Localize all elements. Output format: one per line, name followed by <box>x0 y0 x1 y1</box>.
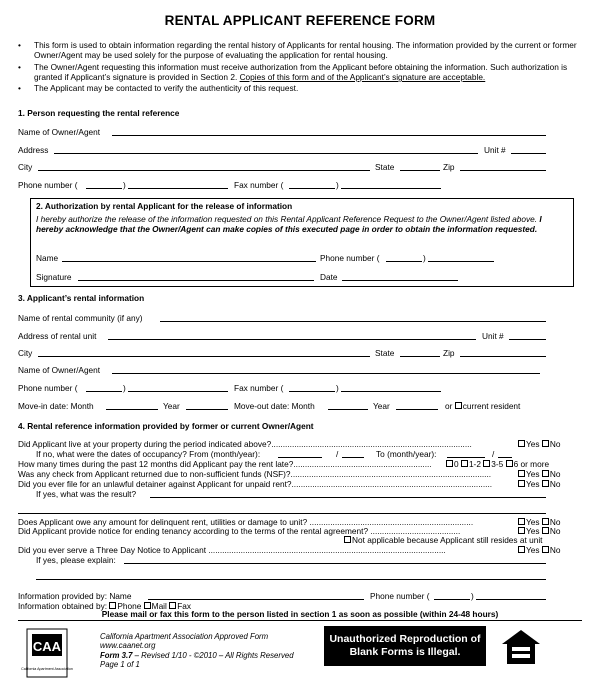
q1-no-checkbox[interactable] <box>542 440 549 447</box>
mail-instruction: Please mail or fax this form to the person listed in section 1 as soon as possible (within 24-48 hours) <box>101 609 499 619</box>
late-3-5-checkbox[interactable] <box>483 460 490 467</box>
s3-state-field[interactable] <box>400 356 440 357</box>
footer-page: Page 1 of 1 <box>100 660 140 670</box>
late-option-label: 0 <box>454 459 459 469</box>
s1-state-label: State <box>375 162 395 172</box>
slash: / <box>336 449 339 459</box>
footer-url: www.caanet.org <box>100 641 156 651</box>
provided-by-label: Information provided by: Name <box>18 591 132 601</box>
q7-no-checkbox[interactable] <box>542 546 549 553</box>
provided-phone-paren: ) <box>471 591 474 601</box>
caa-logo-sub: California Apartment Association <box>21 667 73 671</box>
s3-phone-area-field[interactable] <box>86 391 122 392</box>
or-label: or <box>445 401 453 411</box>
no-label: No <box>549 545 561 555</box>
footer-revision-line <box>100 651 294 660</box>
authorization-text <box>36 214 568 235</box>
s3-current-resident <box>445 401 520 411</box>
s1-fax-paren: ) <box>336 180 339 190</box>
q3-no-checkbox[interactable] <box>542 470 549 477</box>
s2-date-field[interactable] <box>342 280 458 281</box>
q6-yes-checkbox[interactable] <box>518 527 525 534</box>
obtained-option-label: Phone <box>117 601 142 611</box>
q1-from-year-field[interactable] <box>342 457 364 458</box>
q4-result-field-2[interactable] <box>18 513 546 514</box>
late-option-label: 3-5 <box>491 459 504 469</box>
form-title: RENTAL APPLICANT REFERENCE FORM <box>164 13 436 28</box>
q1-to-label: To (month/year): <box>376 449 437 459</box>
s3-moveout-year-label: Year <box>373 401 390 411</box>
q7-explain-field-2[interactable] <box>36 579 546 580</box>
q2-text: How many times during the past 12 months did Applicant pay the rent late?............................................................ <box>18 459 432 469</box>
q1-sub-text: If no, what were the dates of occupancy? From (month/year): <box>36 449 261 459</box>
s3-moveout-label: Move-out date: Month <box>234 401 315 411</box>
footer-info <box>100 632 294 669</box>
s3-movein-label: Move-in date: Month <box>18 401 94 411</box>
late-option-label: 1-2 <box>468 459 481 469</box>
q5-text: Does Applicant owe any amount for delinquent rent, utilities or damage to unit? ....................................................................... <box>18 517 474 527</box>
obtained-option-label: Mail <box>151 601 167 611</box>
q4-text: Did you ever file for an unlawful detainer against Applicant for unpaid rent?....................................................................................... <box>18 479 493 489</box>
late-option-label: 6 or more <box>513 459 550 469</box>
q1-yes-no <box>518 439 560 449</box>
equal-housing-icon <box>500 628 542 668</box>
s3-fax-paren: ) <box>336 383 339 393</box>
q4-sub-text: If yes, what was the result? <box>36 489 137 499</box>
s1-address-label: Address <box>18 145 49 155</box>
s3-phone-label: Phone number ( <box>18 383 78 393</box>
s1-address-field[interactable] <box>54 153 478 154</box>
section3-heading: 3. Applicant’s rental information <box>18 293 145 303</box>
reproduction-warning: Unauthorized Reproduction of Blank Forms is Illegal. <box>324 626 486 666</box>
s3-fax-area-field[interactable] <box>289 391 335 392</box>
caa-logo-text: CAA <box>32 639 62 654</box>
s3-community-label: Name of rental community (if any) <box>18 313 143 323</box>
s3-owner-field[interactable] <box>112 373 540 374</box>
q1-yes-checkbox[interactable] <box>518 440 525 447</box>
intro-bullets <box>18 40 580 95</box>
q1-text: Did Applicant live at your property during the period indicated above?....................................................................................... <box>18 439 472 449</box>
s3-address-label: Address of rental unit <box>18 331 97 341</box>
no-label: No <box>549 469 561 479</box>
s2-name-label: Name <box>36 253 59 263</box>
section1-heading: 1. Person requesting the rental reference <box>18 108 180 118</box>
s2-phone-label: Phone number ( <box>320 253 380 263</box>
current-resident-label: current resident <box>462 401 521 411</box>
yes-label: Yes <box>526 526 540 536</box>
q7-yes-checkbox[interactable] <box>518 546 525 553</box>
q3-yes-no <box>518 469 560 479</box>
q7-text: Did you ever serve a Three Day Notice to Applicant ....................................................................................................... <box>18 545 446 555</box>
q1-to-month-field[interactable] <box>447 457 485 458</box>
q4-no-checkbox[interactable] <box>542 480 549 487</box>
late-0-checkbox[interactable] <box>446 460 453 467</box>
s3-movein-year-label: Year <box>163 401 180 411</box>
yes-label: Yes <box>526 517 540 527</box>
s3-owner-label: Name of Owner/Agent <box>18 365 101 375</box>
late-1-2-checkbox[interactable] <box>461 460 468 467</box>
s1-name-label: Name of Owner/Agent <box>18 127 101 137</box>
s1-phone-paren: ) <box>123 180 126 190</box>
s3-moveout-month-field[interactable] <box>328 409 368 410</box>
caa-logo <box>21 628 73 678</box>
s3-unit-label: Unit # <box>482 331 504 341</box>
s1-name-field[interactable] <box>112 135 546 136</box>
yes-label: Yes <box>526 439 540 449</box>
s3-community-field[interactable] <box>160 321 546 322</box>
s1-state-field[interactable] <box>400 170 440 171</box>
late-6-plus-checkbox[interactable] <box>506 460 513 467</box>
yes-label: Yes <box>526 469 540 479</box>
s1-phone-field[interactable] <box>128 188 228 189</box>
obtained-mail-checkbox[interactable] <box>144 602 151 609</box>
q7-yes-no <box>518 545 560 555</box>
s3-zip-field[interactable] <box>460 356 546 357</box>
s3-moveout-year-field[interactable] <box>396 409 438 410</box>
s3-fax-field[interactable] <box>341 391 441 392</box>
s1-fax-label: Fax number ( <box>234 180 284 190</box>
authorization-statement: I hereby authorize the release of the information requested on this Rental Applicant Reference Request to the Owner/Agent listed above. <box>36 214 538 224</box>
q4-result-field[interactable] <box>150 497 546 498</box>
q1-from-month-field[interactable] <box>278 457 322 458</box>
q6-na-checkbox[interactable] <box>344 536 351 543</box>
s2-date-label: Date <box>320 272 338 282</box>
q6-text: Did Applicant provide notice for ending tenancy according to the terms of the rental agreement? ....................................... <box>18 526 461 536</box>
s3-unit-field[interactable] <box>509 339 546 340</box>
yes-label: Yes <box>526 479 540 489</box>
s3-zip-label: Zip <box>443 348 455 358</box>
current-resident-checkbox[interactable] <box>455 402 462 409</box>
no-label: No <box>549 439 561 449</box>
footer-revision: – Revised 1/10 - ©2010 – All Rights Reserved <box>132 650 294 660</box>
obtained-option-label: Fax <box>177 601 192 611</box>
s3-fax-label: Fax number ( <box>234 383 284 393</box>
provided-phone-label: Phone number ( <box>370 591 430 601</box>
s1-unit-field[interactable] <box>511 153 546 154</box>
q4-yes-checkbox[interactable] <box>518 480 525 487</box>
s1-zip-field[interactable] <box>460 170 546 171</box>
s3-movein-month-field[interactable] <box>106 409 158 410</box>
q5-no-checkbox[interactable] <box>542 518 549 525</box>
q3-yes-checkbox[interactable] <box>518 470 525 477</box>
s1-zip-label: Zip <box>443 162 455 172</box>
q1-to-year-field[interactable] <box>498 457 512 458</box>
provided-phone-field[interactable] <box>476 599 546 600</box>
s3-phone-field[interactable] <box>128 391 228 392</box>
provided-phone-area-field[interactable] <box>434 599 470 600</box>
q6-na-option <box>344 535 542 545</box>
s2-name-field[interactable] <box>62 261 316 262</box>
footer-form-number: Form 3.7 <box>100 650 133 660</box>
s1-phone-label: Phone number ( <box>18 180 78 190</box>
provided-by-name-field[interactable] <box>148 599 364 600</box>
q3-text: Was any check from Applicant returned due to non-sufficient funds (NSF)?....................................................................................... <box>18 469 492 479</box>
footer-divider <box>18 620 582 621</box>
no-label: No <box>549 517 561 527</box>
s1-unit-label: Unit # <box>484 145 506 155</box>
obtained-phone-checkbox[interactable] <box>109 602 116 609</box>
section4-heading: 4. Rental reference information provided by former or current Owner/Agent <box>18 421 314 431</box>
obtained-fax-checkbox[interactable] <box>169 602 176 609</box>
s2-phone-paren: ) <box>423 253 426 263</box>
no-label: No <box>549 526 561 536</box>
slash: / <box>492 449 495 459</box>
s1-fax-area-field[interactable] <box>289 188 335 189</box>
s1-city-field[interactable] <box>38 170 370 171</box>
intro-bullet: • The Owner/Agent requesting this information must receive authorization from the Applicant before obtaining the information. Such authorization is granted if Applicant’s signature is provided in Section 2. Copies of this form and of the Applicant’s signature are acceptable. <box>18 62 580 83</box>
q4-yes-no <box>518 479 560 489</box>
s2-phone-field[interactable] <box>428 261 494 262</box>
s2-signature-field[interactable] <box>78 280 314 281</box>
q6-no-checkbox[interactable] <box>542 527 549 534</box>
s1-phone-area-field[interactable] <box>86 188 122 189</box>
s3-city-field[interactable] <box>38 356 370 357</box>
obtained-by-label: Information obtained by: <box>18 601 108 611</box>
q7-sub-text: If yes, please explain: <box>36 555 116 565</box>
s1-fax-field[interactable] <box>341 188 441 189</box>
q2-options <box>446 459 549 469</box>
copies-acceptable-text: Copies of this form and of the Applicant’s signature are acceptable. <box>239 72 486 83</box>
s3-phone-paren: ) <box>123 383 126 393</box>
q6-na-label: Not applicable because Applicant still resides at unit <box>352 535 543 545</box>
q5-yes-checkbox[interactable] <box>518 518 525 525</box>
footer-org: California Apartment Association Approved Form <box>100 632 269 641</box>
s3-movein-year-field[interactable] <box>186 409 228 410</box>
s3-address-field[interactable] <box>108 339 476 340</box>
s3-city-label: City <box>18 348 33 358</box>
intro-bullet: • This form is used to obtain information regarding the rental history of Applicants for rental housing. The information provided by the current or former Owner/Agent may be used solely for the purpose of evaluating the application for rental housing. <box>18 40 580 61</box>
s2-signature-label: Signature <box>36 272 72 282</box>
yes-label: Yes <box>526 545 540 555</box>
q7-explain-field[interactable] <box>124 563 546 564</box>
intro-bullet: • The Applicant may be contacted to verify the authenticity of this request. <box>18 83 580 93</box>
acknowledgement-statement: I hereby acknowledge that the Owner/Agent can make copies of this executed page in order to obtain the information requested. <box>36 214 542 235</box>
no-label: No <box>549 479 561 489</box>
s3-state-label: State <box>375 348 395 358</box>
section2-heading: 2. Authorization by rental Applicant for the release of information <box>36 201 293 211</box>
s2-phone-area-field[interactable] <box>386 261 422 262</box>
s1-city-label: City <box>18 162 33 172</box>
